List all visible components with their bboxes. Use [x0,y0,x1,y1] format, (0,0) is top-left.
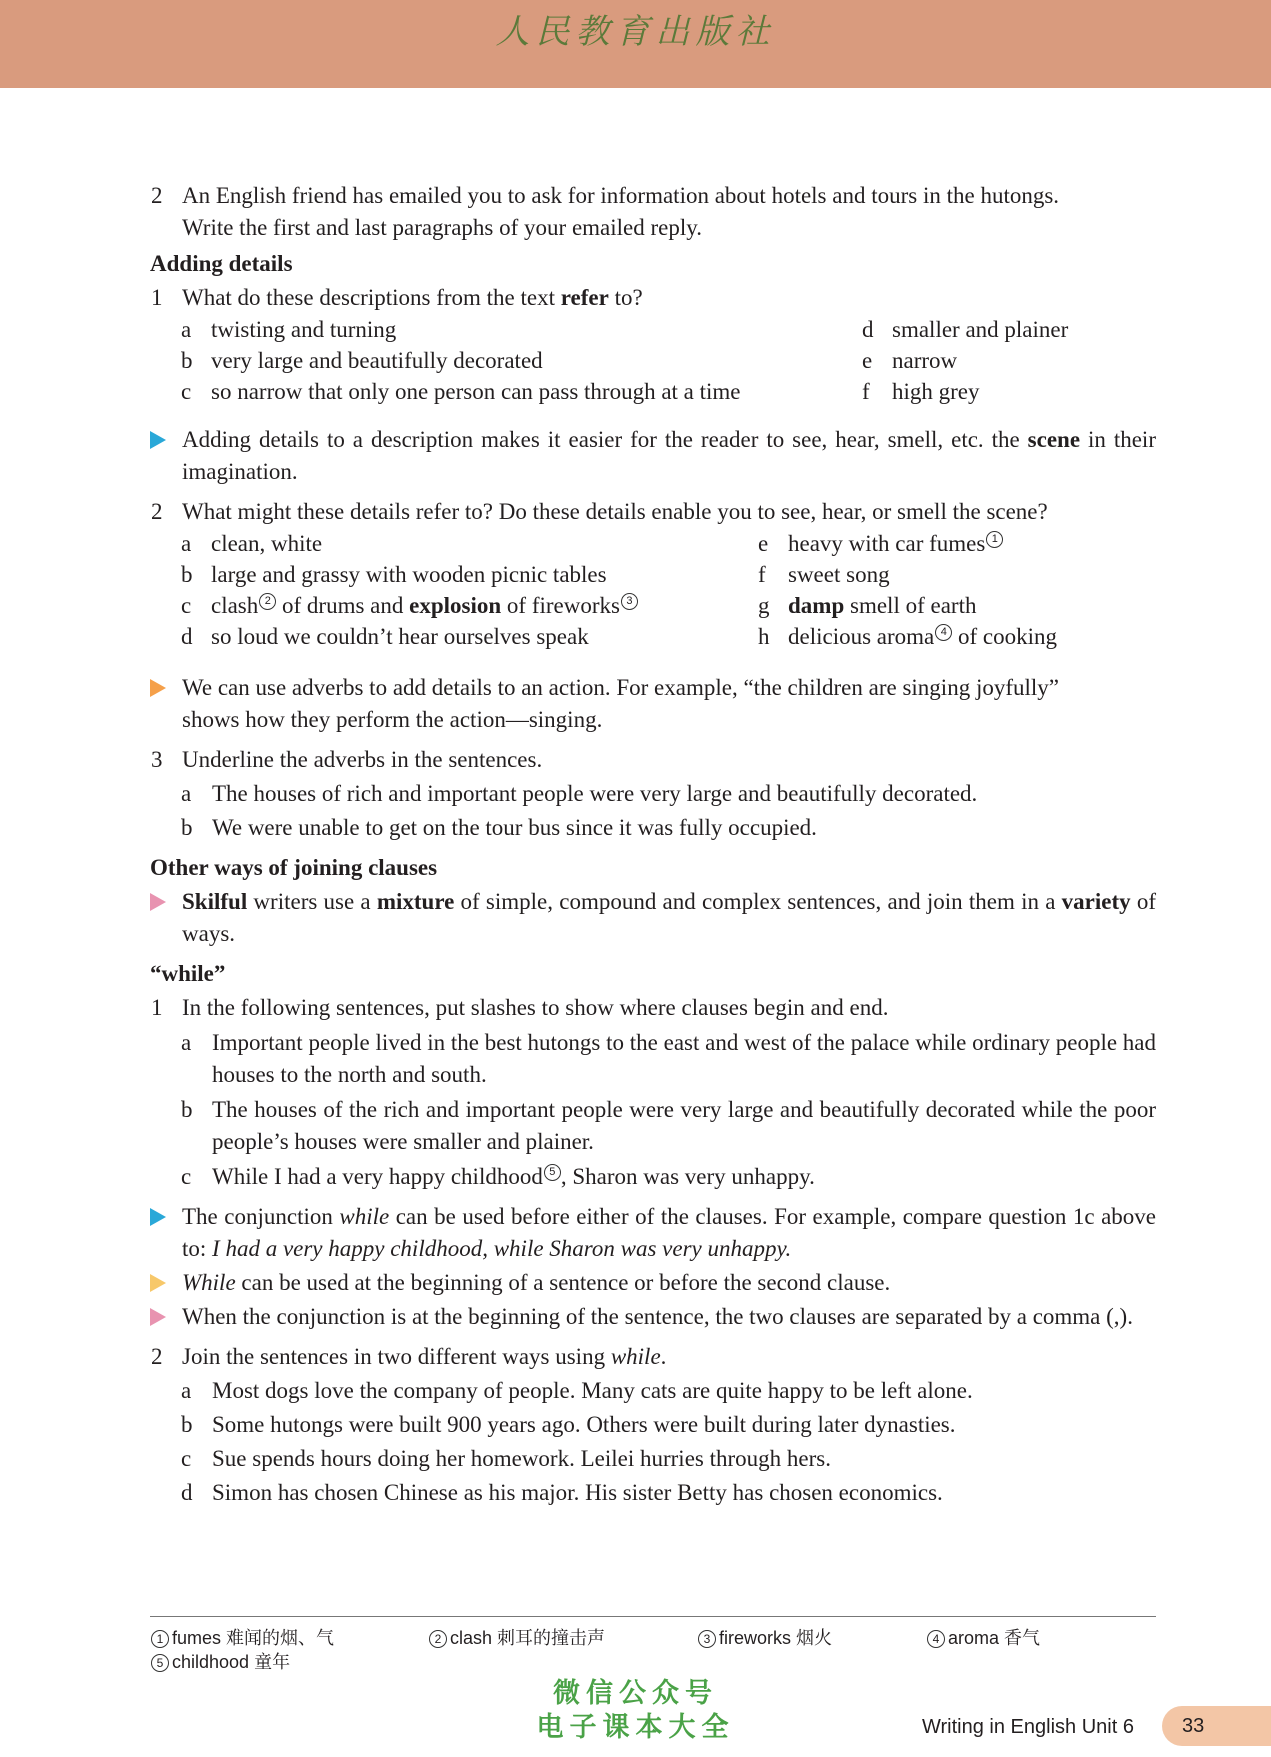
item-text: . [660,1344,667,1369]
item-text: high grey [892,379,980,404]
note-text: can be used before either of the clauses. For example, compare question 1c above to: [182,1204,1156,1261]
item-text: Most dogs love the company of people. Many cats are quite happy to be left alone. [212,1378,973,1403]
keyword: scene [1027,427,1081,452]
list-item [181,528,322,560]
item-text: Join the sentences in two different ways using [182,1344,611,1369]
list-item [150,1094,1156,1158]
item-text: to? [608,285,643,310]
footnote-marker: 5 [544,1164,561,1181]
list-item [862,345,957,377]
item-text: clean, white [211,531,323,556]
item-text: While I had a very happy childhood [212,1164,543,1189]
item-letter: b [181,815,193,840]
page-number: 33 [1162,1706,1271,1746]
item-text: so loud we couldn’t hear ourselves speak [211,624,589,649]
item-text: narrow [892,348,958,373]
item-text: What do these descriptions from the text [182,285,561,310]
item-text: , Sharon was very unhappy. [560,1164,815,1189]
item-text: heavy with car fumes [788,531,986,556]
list-item [150,1027,1156,1091]
item-text: so narrow that only one person can pass through at a time [211,379,741,404]
item-letter: d [862,317,874,342]
list-item [150,1375,1156,1407]
item-text: smaller and plainer [892,317,1069,342]
item-letter: c [181,1164,192,1189]
item-number: 1 [151,995,163,1020]
note-text: Adding details to a description makes it easier for the reader to see, hear, smell, etc. the [182,427,1028,452]
item-letter: a [181,531,192,556]
item-letter: b [181,348,193,373]
footnote-item [428,1626,605,1650]
question-item [150,282,1156,314]
footnote-item [926,1626,1040,1650]
footnote-marker: 3 [698,1630,716,1648]
list-item [150,812,1156,844]
italic-term: while [610,1344,661,1369]
keyword: mixture [376,889,455,914]
keyword: variety [1061,889,1131,914]
item-letter: d [181,624,193,649]
note-text: shows how they perform the action—singing. [182,707,603,732]
item-letter: a [181,781,192,806]
footnote-text: childhood 童年 [172,1652,291,1672]
item-text: of fireworks [501,593,620,618]
item-letter: d [181,1480,193,1505]
list-item [862,376,980,408]
list-item [758,621,1057,653]
triangle-bullet-icon [150,679,166,697]
triangle-bullet-icon [150,893,166,911]
note-text: of ways. [182,889,1156,946]
tip-note [150,886,1156,950]
item-text: Write the first and last paragraphs of your emailed reply. [182,215,703,240]
note-text: writers use a [247,889,377,914]
task-item [150,180,1156,244]
triangle-bullet-icon [150,431,166,449]
item-text: The houses of rich and important people were very large and beautifully decorated. [212,781,978,806]
footnote-marker: 4 [927,1630,945,1648]
list-item [150,778,1156,810]
item-letter: c [181,593,192,618]
note-text: We can use adverbs to add details to an action. For example, “the children are singing joyfully” [182,675,1059,700]
item-letter: e [758,531,769,556]
item-number: 2 [151,1344,163,1369]
item-letter: a [181,1030,192,1055]
footnote-item [150,1650,290,1674]
item-text: Important people lived in the best hutongs to the east and west of the palace while ordinary people had houses to the north and south. [212,1030,1156,1087]
item-text: twisting and turning [211,317,397,342]
question-item [150,1341,1156,1373]
item-letter: f [758,562,766,587]
list-item [758,528,1003,560]
question-item [150,992,1156,1024]
note-text: The conjunction [182,1204,340,1229]
keyword: explosion [409,593,502,618]
item-letter: e [862,348,873,373]
item-text: Underline the adverbs in the sentences. [182,747,543,772]
footnote-item [150,1626,334,1650]
keyword: Skilful [182,889,248,914]
list-item [758,590,976,622]
item-text: The houses of the rich and important people were very large and beautifully decorated while the poor people’s houses were smaller and plainer. [212,1097,1156,1154]
item-text: clash [211,593,259,618]
footnote-marker: 5 [151,1654,169,1672]
item-text: What might these details refer to? Do these details enable you to see, hear, or smell the scene? [182,499,1048,524]
list-item [181,590,638,622]
list-item [150,1161,1156,1193]
footnote-divider [150,1616,1156,1617]
item-letter: a [181,1378,192,1403]
item-number: 2 [151,183,163,208]
running-footer: Writing in English Unit 6 [922,1716,1134,1738]
item-letter: c [181,379,192,404]
item-letter: g [758,593,770,618]
footnote-marker: 1 [151,1630,169,1648]
section-heading-adding-details: Adding details [150,251,293,276]
watermark-line: 电子课本大全 [536,1712,735,1743]
item-text: smell of earth [844,593,977,618]
item-text: Sue spends hours doing her homework. Leilei hurries through hers. [212,1446,831,1471]
item-text: large and grassy with wooden picnic tables [211,562,607,587]
item-text: Some hutongs were built 900 years ago. Others were built during later dynasties. [212,1412,956,1437]
note-text: in their imagination. [182,427,1156,484]
item-number: 1 [151,285,163,310]
italic-term: While [182,1270,236,1295]
footnote-marker: 2 [429,1630,447,1648]
tip-note [150,1267,1156,1299]
triangle-bullet-icon [150,1208,166,1226]
list-item [181,621,589,653]
item-text: In the following sentences, put slashes to show where clauses begin and end. [182,995,889,1020]
item-letter: b [181,1097,193,1122]
italic-term: while [339,1204,390,1229]
list-item [181,559,607,591]
list-item [181,314,396,346]
footnote-marker: 4 [935,624,952,641]
tip-note [150,1301,1156,1333]
item-letter: b [181,1412,193,1437]
section-heading-while: “while” [150,961,226,986]
tip-note [150,672,1156,736]
item-letter: a [181,317,192,342]
tip-note [150,1201,1156,1265]
item-number: 2 [151,499,163,524]
item-text: We were unable to get on the tour bus since it was fully occupied. [212,815,817,840]
question-item [150,744,1156,776]
list-item [181,345,543,377]
item-letter: h [758,624,770,649]
item-letter: c [181,1446,192,1471]
list-item [862,314,1068,346]
list-item [150,1477,1156,1509]
item-text: Simon has chosen Chinese as his major. His sister Betty has chosen economics. [212,1480,943,1505]
footnote-text: fumes 难闻的烟、气 [172,1628,335,1648]
footnote-marker: 2 [259,593,276,610]
triangle-bullet-icon [150,1274,166,1292]
watermark-line: 微信公众号 [553,1678,718,1709]
item-number: 3 [151,747,163,772]
keyword: damp [788,593,845,618]
item-text: sweet song [788,562,890,587]
answer-grid [150,528,1156,666]
list-item [181,376,741,408]
italic-example: I had a very happy childhood, while Sharon was very unhappy. [212,1236,792,1261]
answer-grid [150,314,1156,418]
item-text: very large and beautifully decorated [211,348,543,373]
item-text: of cooking [952,624,1058,649]
tip-note [150,424,1156,488]
publisher-logo: 人民教育出版社 [495,12,776,52]
list-item [150,1443,1156,1475]
footnote-text: clash 刺耳的撞击声 [450,1628,606,1648]
section-heading-joining-clauses: Other ways of joining clauses [150,855,438,880]
item-letter: f [862,379,870,404]
footnote-text: aroma 香气 [948,1628,1041,1648]
note-text: When the conjunction is at the beginning of the sentence, the two clauses are separated by a comma (,). [182,1304,1133,1329]
footnote-marker: 3 [621,593,638,610]
item-text: An English friend has emailed you to ask for information about hotels and tours in the hutongs. [182,183,1060,208]
note-text: of simple, compound and complex sentences, and join them in a [454,889,1062,914]
footnote-marker: 1 [986,531,1003,548]
item-letter: b [181,562,193,587]
item-text: delicious aroma [788,624,935,649]
footnote-item [697,1626,832,1650]
keyword: refer [560,285,609,310]
note-text: can be used at the beginning of a sentence or before the second clause. [235,1270,891,1295]
list-item [150,1409,1156,1441]
triangle-bullet-icon [150,1308,166,1326]
footnote-text: fireworks 烟火 [719,1628,833,1648]
item-text: of drums and [276,593,410,618]
page-content [150,178,1156,1509]
list-item [758,559,890,591]
question-item [150,496,1156,528]
